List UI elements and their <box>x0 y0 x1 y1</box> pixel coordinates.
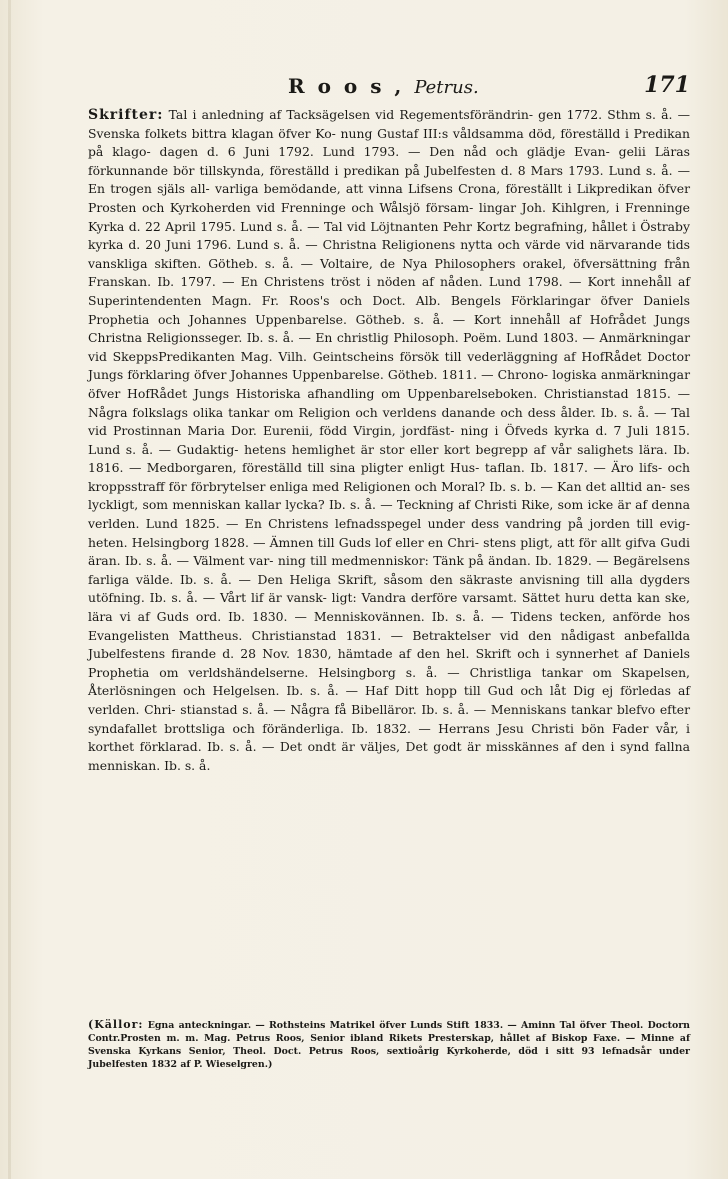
bibliography-paragraph <box>88 106 690 775</box>
sources-lead-word: (Källor: <box>88 1018 144 1031</box>
running-head <box>288 74 479 98</box>
page-number: 171 <box>644 72 690 98</box>
bibliography-text: Tal i anledning af Tacksägelsen vid Regementsförändrin- gen 1772. Sthm s. å. — Svenska folkets bittra klagan öfver Ko- nung Gustaf III:s våldsamma död, föreställd i Predikan på klago- dagen d. 6 Juni 1792. Lund 1793. — Den nåd och glädje Evan- gelii Läras förkunnande bör tillskynda, föreställd i predikan på Jubelfesten d. 8 Mars 1793. Lund s. å. — En trogen själs all- varliga bemödande, att vinna Lifsens Crona, föreställt i Likpredikan öfver Prosten och Kyrkoherden vid Frenninge och Wålsjö försam- lingar Joh. Kihlgren, i Frenninge Kyrka d. 22 April 1795. Lund s. å. — Tal vid Löjtnanten Pehr Kortz begrafning, hållet i Östraby kyrka d. 20 Juni 1796. Lund s. å. — Christna Religionens nytta och värde vid närvarande tids vanskliga skiften. Götheb. s. å. — Voltaire, de Nya Philosophers orakel, öfversättning från Franskan. Ib. 1797. — En Christens tröst i nöden af nåden. Lund 1798. — Kort innehåll af Superintendenten Magn. Fr. Roos's och Doct. Alb. Bengels Förklaringar öfver Daniels Prophetia och Johannes Uppenbarelse. Götheb. s. å. — Kort innehåll af Hofrådet Jungs Christna Religionsseger. Ib. s. å. — En christlig Philosoph. Poëm. Lund 1803. — Anmärkningar vid SkeppsPredikanten Mag. Vilh. Geintscheins försök till vederläggning af HofRådet Doctor Jungs förklaring öfver Johannes Uppenbarelse. Götheb. 1811. — Chrono- logiska anmärkningar öfver HofRådet Jungs Historiska afhandling om Uppenbarelseboken. Christianstad 1815. — Några folkslags olika tankar om Religion och verldens danande och dess ålder. Ib. s. å. — Tal vid Prostinnan Maria Dor. Eurenii, född Virgin, jordfäst- ning i Öfveds kyrka d. 7 Juli 1815. Lund s. å. — Gudaktig- hetens hemlighet är stor eller kort begrepp af vår salighets lära. Ib. 1816. — Medborgaren, föreställd till sina pligter enligt Hus- taflan. Ib. 1817. — Äro lifs- och kroppsstraff för förbrytelser enliga med Religionen och Moral? Ib. s. b. — Kan det alltid an- ses lyckligt, som menniskan kallar lycka? Ib. s. å. — Teckning af Christi Rike, som icke är af denna verlden. Lund 1825. — En Christens lefnadsspegel under dess vandring på jorden till evig- heten. Helsingborg 1828. — Ämnen till Guds lof eller en Chri- stens pligt, att för allt gifva Gudi äran. Ib. s. å. — Välment var- ning till medmenniskor: Tänk på ändan. Ib. 1829. — Begärelsens farliga välde. Ib. s. å. — Den Heliga Skrift, såsom den säkraste anvisning till alla dygders utöfning. Ib. s. å. — Vårt lif är vansk- ligt: Vandra derföre varsamt. Sättet huru detta kan ske, lära vi af Guds ord. Ib. 1830. — Menniskovännen. Ib. s. å. — Tidens tecken, anförde hos Evangelisten Mattheus. Christianstad 1831. — Betraktelser vid den nådigast anbefallda Jubelfestens firande d. 28 Nov. 1830, hämtade af den hel. Skrift och i synnerhet af Daniels Prophetia om verldshändelserne. Helsingborg s. å. — Christliga tankar om Skapelsen, Återlösningen och Helgelsen. Ib. s. å. — Haf Ditt hopp till Gud och låt Dig ej förledas af verlden. Chri- stianstad s. å. — Några få Bibelläror. Ib. s. å. — Menniskans tankar blefvo efter syndafallet brottsliga och föränderliga. Ib. 1832. — Herrans Jesu Christi bön Fader vår, i korthet förklarad. Ib. s. å. — Det ondt är väljes, Det godt är misskännes af den i synd fallna menniskan. Ib. s. å. <box>88 107 690 773</box>
sources-footnote <box>88 1018 690 1071</box>
section-lead-word: Skrifter: <box>88 107 164 123</box>
running-head-given-name: Petrus. <box>414 77 479 98</box>
bibliography-entry <box>88 106 690 775</box>
running-head-surname: R o o s , <box>288 74 405 98</box>
page-header <box>88 70 700 102</box>
sources-text: Egna anteckningar. — Rothsteins Matrikel öfver Lunds Stift 1833. — Aminn Tal öfver Theol. Doctorn Contr.Prosten m. m. Mag. Petrus Roos, Senior ibland Rikets Presterskap, hållet af Biskop Faxe. — Minne af Svenska Kyrkans Senior, Theol. Doct. Petrus Roos, sextioårig Kyrkoherde, död i sitt 93 lefnadsår under Jubelfesten 1832 af P. Wieselgren.) <box>88 1020 690 1070</box>
binding-edge <box>8 0 11 1179</box>
